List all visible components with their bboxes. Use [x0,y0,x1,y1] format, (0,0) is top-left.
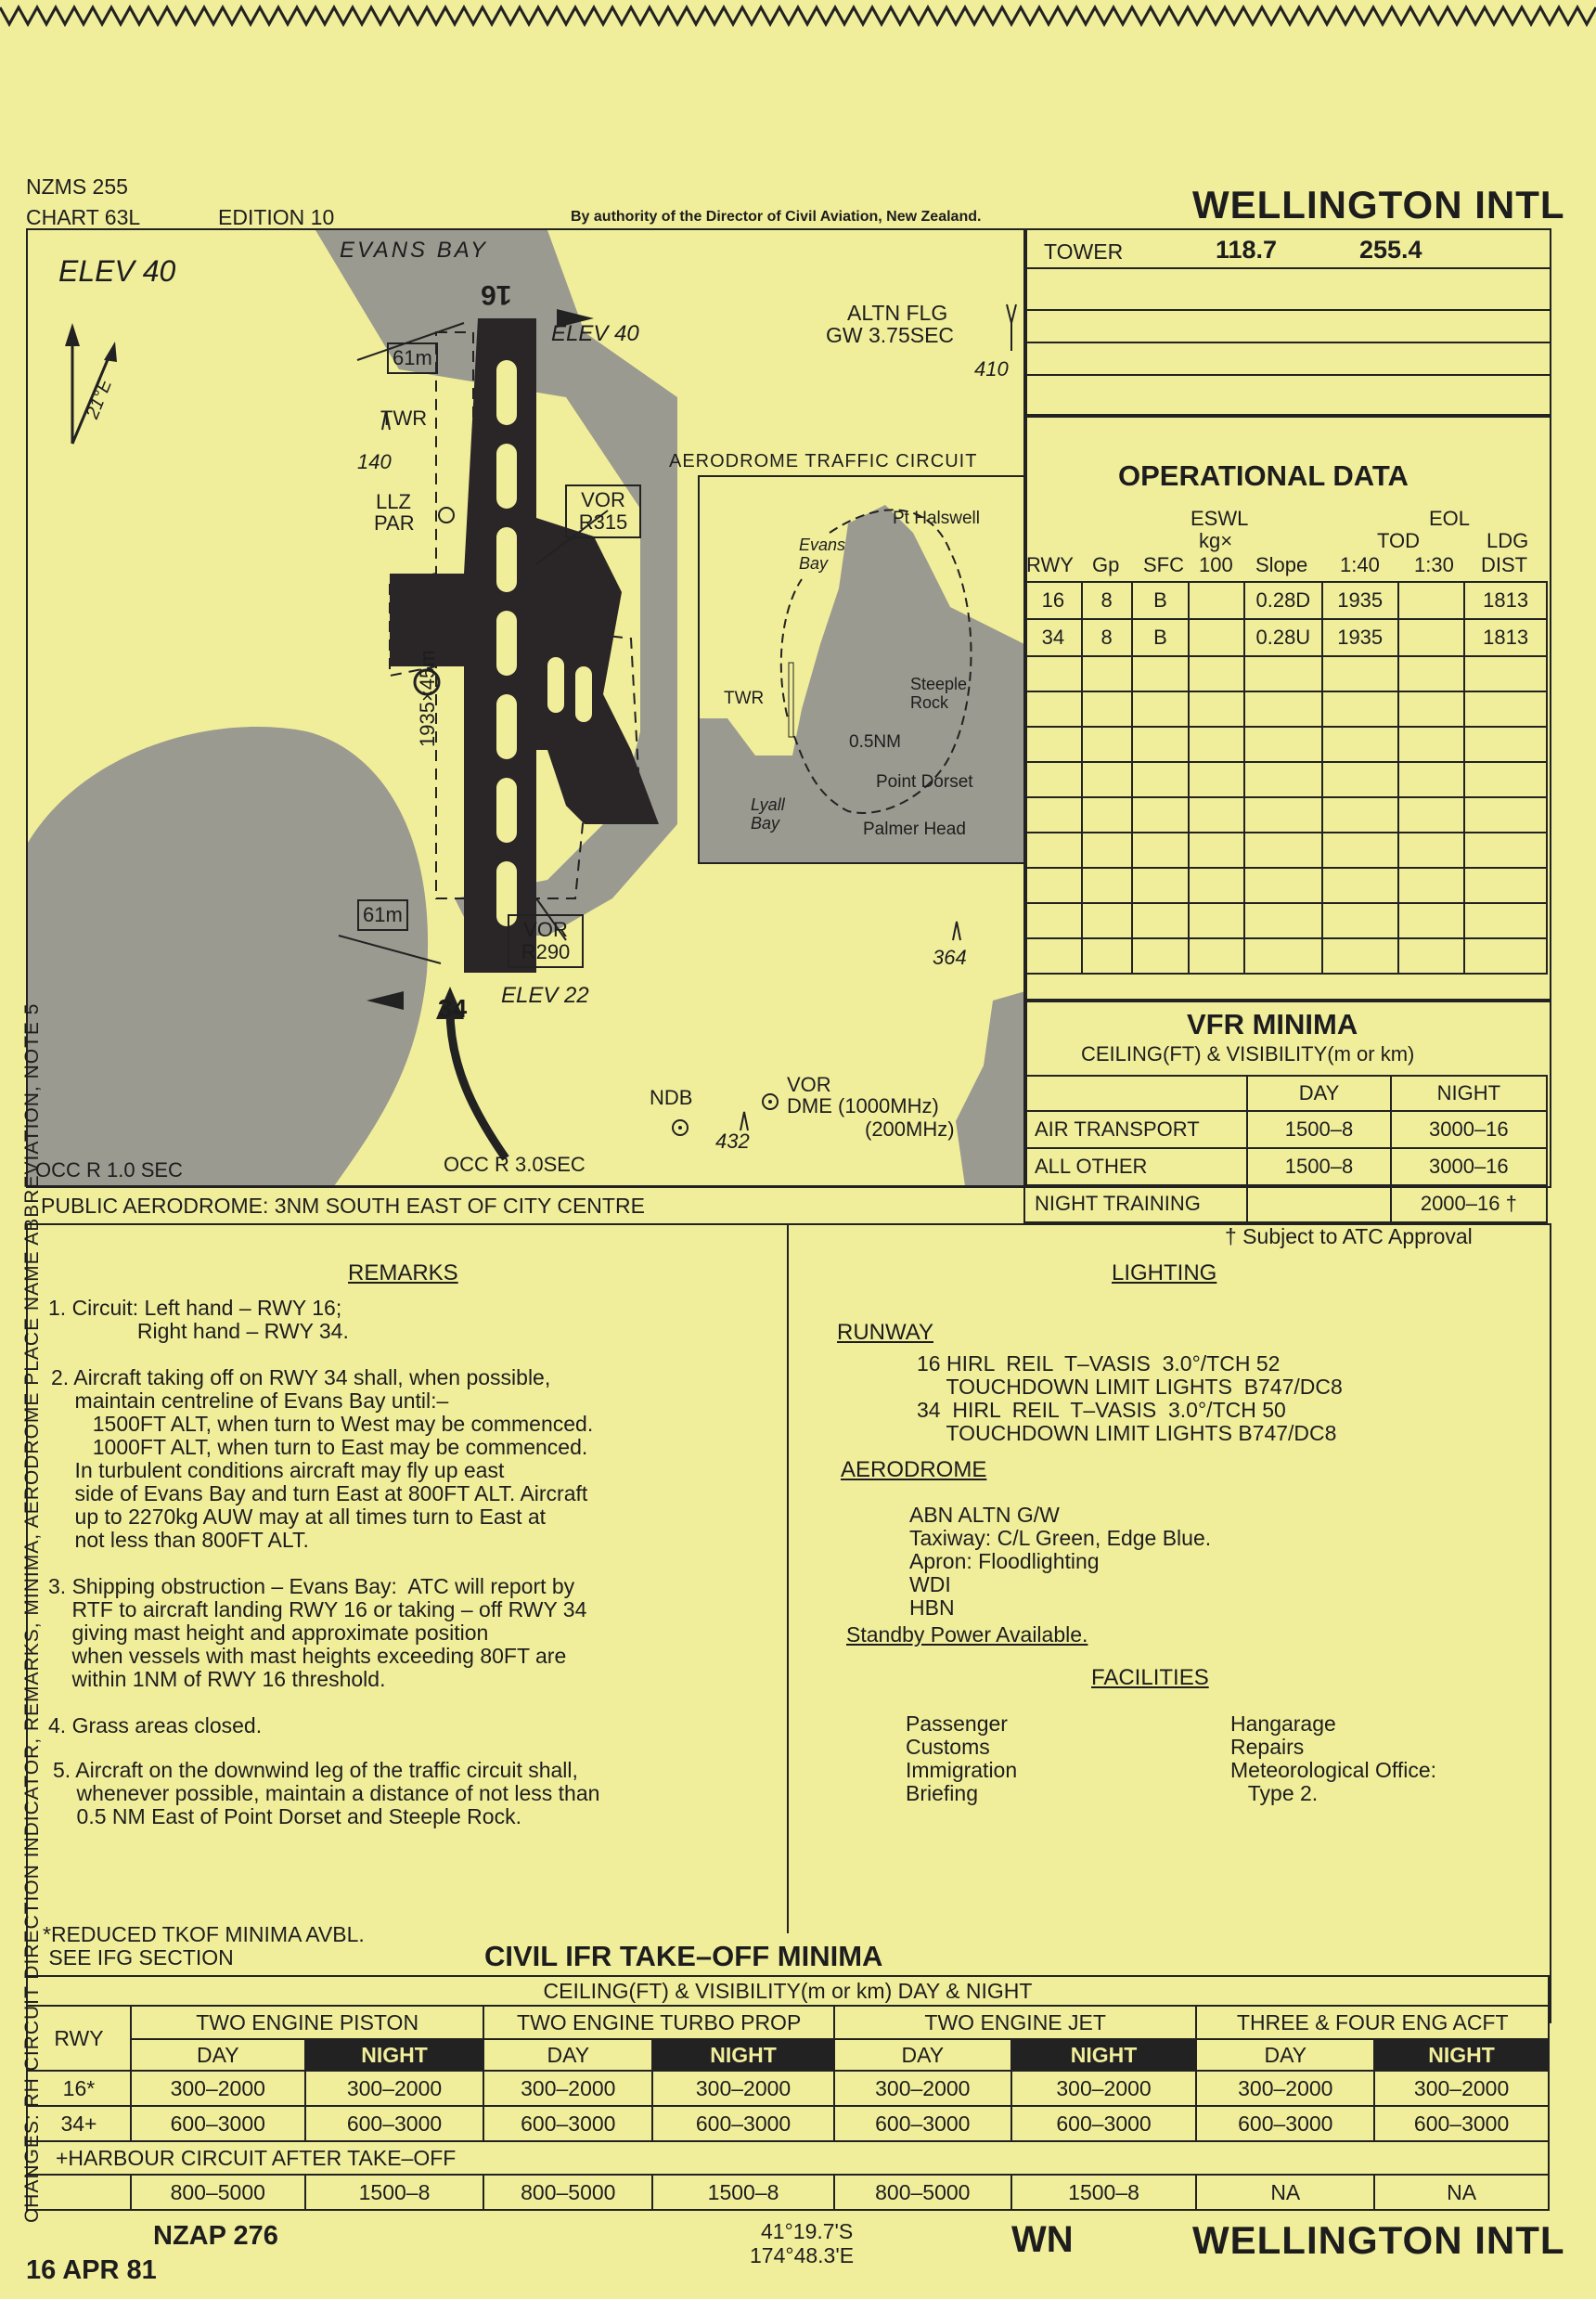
facilities-right: Hangarage Repairs Meteorological Office: Type 2. [1230,1711,1437,1805]
inset-steeple-rock: Steeple Rock [910,675,968,712]
table-row: NIGHT TRAINING 2000–16 † [1024,1185,1547,1222]
aerodrome-elevation: ELEV 40 [58,254,176,288]
chart-edition: EDITION 10 [218,205,335,229]
dme-frequency-alt: (200MHz) [865,1117,955,1141]
inset-distance: 0.5NM [849,732,901,752]
reduced-takeoff-note: *REDUCED TKOF MINIMA AVBL. SEE IFG SECTION [43,1922,365,1970]
runway-lighting-title: RUNWAY [837,1320,933,1345]
par-label: PAR [374,511,415,535]
runway-dimensions: 1935×45m [416,650,439,747]
traffic-circuit-inset [698,475,1026,864]
tower-height: 140 [357,450,392,473]
lyall-bay-water [28,727,428,1186]
tower-freq-vhf: 118.7 [1216,236,1278,264]
zigzag-edge [0,0,1596,37]
changes-margin-note: CHANGES: RH CIRCUIT DIRECTION INDICATOR, REMARKS, MINIMA, AERODROME PLACE NAME ABBREVIATION, NOTE 5 [21,1002,43,2223]
obstacle-410: 410 [974,357,1009,381]
vor-dme-label: VOR [787,1073,831,1096]
inset-tower: TWR [724,689,765,708]
table-row: AIR TRANSPORT 1500–8 3000–16 [1024,1111,1547,1148]
threshold-34-elevation: ELEV 22 [501,983,589,1008]
facilities-title: FACILITIES [1091,1665,1209,1690]
tower-label: TWR [380,407,428,430]
runway-34-label: 34 [438,994,468,1023]
chart-code: NZAP 276 [153,2221,278,2251]
latitude: 41°19.7'S [761,2219,854,2243]
table-row: 34+ 600–3000 600–3000 600–3000 600–3000 600–3000 600–3000 600–3000 600–3000 [27,2106,1549,2141]
remark-1: 1. Circuit: Left hand – RWY 16; Right hand – RWY 34. [48,1296,349,1343]
inset-pt-halswell: Pt Halswell [893,509,980,528]
header-kg: kg× [1199,529,1233,552]
longitude: 174°48.3'E [750,2243,855,2267]
evans-bay-label: EVANS BAY [340,238,488,263]
runway-lighting-list: 16 HIRL REIL T–VASIS 3.0°/TCH 52 TOUCHDOWN LIMIT LIGHTS B747/DC8 34 HIRL REIL T–VASIS 3.0°/TCH 50 TOUCHDOWN LIMIT LIGHTS B747/DC8 [917,1351,1343,1445]
table-row: 800–5000 1500–8 800–5000 1500–8 800–5000 1500–8 NA NA [27,2175,1549,2210]
vfr-footnote: † Subject to ATC Approval [1225,1224,1473,1248]
dme-frequency: DME (1000MHz) [787,1094,939,1117]
remarks-title: REMARKS [348,1260,458,1285]
aerodrome-lighting-title: AERODROME [841,1457,987,1482]
vfr-minima-title: VFR MINIMA [1187,1008,1358,1040]
authority-note: By authority of the Director of Civil Aviation, New Zealand. [571,209,982,225]
chart-number: CHART 63L [26,205,141,229]
page-title: WELLINGTON INTL [1192,183,1565,226]
table-row: 34 8 B 0.28U 1935 1813 [1024,619,1547,656]
aerodrome-lighting-list: ABN ALTN G/W Taxiway: C/L Green, Edge Blue. Apron: Floodlighting WDI HBN [909,1503,1212,1620]
threshold-16-elevation: ELEV 40 [551,321,639,346]
alternate-flag-signal: GW 3.75SEC [826,323,955,347]
inset-lyall-bay: Lyall Bay [751,795,785,833]
table-row: 16 8 B 0.28D 1935 1813 [1024,582,1547,619]
llz-label: LLZ [376,490,411,513]
magnetic-variation: 21°E [82,376,117,422]
table-row: 16* 300–2000 300–2000 300–2000 300–2000 300–2000 300–2000 300–2000 300–2000 [27,2071,1549,2106]
obstacle-364: 364 [933,946,967,969]
traffic-circuit-title: AERODROME TRAFFIC CIRCUIT [669,451,978,471]
occulting-light-right: OCC R 3.0SEC [444,1153,586,1176]
dimension-61m-top: 61m [387,342,438,374]
table-row: ALL OTHER 1500–8 3000–16 [1024,1148,1547,1185]
chart-series: NZMS 255 [26,174,128,199]
header-tod: TOD [1377,529,1421,552]
alternate-flag-label: ALTN FLG [847,301,948,325]
ndb-label: NDB [650,1086,693,1109]
obstacle-432: 432 [715,1130,750,1153]
occulting-light-left: OCC R 1.0 SEC [35,1158,183,1182]
public-aerodrome-note: PUBLIC AERODROME: 3NM SOUTH EAST OF CITY CENTRE [41,1194,645,1218]
east-water [956,991,1025,1186]
tower-freq-uhf: 255.4 [1359,236,1422,264]
lighting-title: LIGHTING [1112,1260,1217,1285]
dimension-61m-bottom: 61m [357,899,408,931]
header-eol: EOL [1429,507,1471,530]
location-identifier: WN [1011,2219,1074,2260]
ifr-takeoff-table: CEILING(FT) & VISIBILITY(m or km) DAY & NIGHT RWY TWO ENGINE PISTON TWO ENGINE TURBO PROP TWO ENGINE JET THREE & FOUR ENG ACFT DAY NIGHT DAY NIGHT DAY NIGHT DAY NIGHT 16* 300–2000 300–2000 300–2000 300–2000 300–2000 300–2000 300–2000 300–2000 34+ 600–3000 600–3000 600–3000 600–3000 600–3000 600–3000 600–3000 600–3000 +HARBOUR CIRCUIT AFTER TAKE–OFF 800–5000 1500–8 800–5000 1500–8 800–5000 1500–8 NA NA [26,1975,1550,2211]
tower-freq-label: TOWER [1044,239,1124,264]
vor-r315-box: VOR R315 [565,484,641,538]
remark-2: 2. Aircraft taking off on RWY 34 shall, when possible, maintain centreline of Evans Bay until:– 1500FT ALT, when turn to West may be commenced. 1000FT ALT, when turn to East may be commenced. In turbulent conditions aircraft may fly up east side of Evans Bay and turn East at 800FT ALT. Aircraft up to 2270kg AUW may at all times turn to East at not less than 800FT ALT. [51,1365,594,1552]
header-ldg: LDG [1487,529,1529,552]
vor-r290-box: VOR R290 [508,914,584,968]
runway-16-label: 16 [481,279,512,310]
remark-3: 3. Shipping obstruction – Evans Bay: ATC will report by RTF to aircraft landing RWY 16 or taking – off RWY 34 giving mast height and approximate position when vessels with mast heights exceeding 80FT are within 1NM of RWY 16 threshold. [48,1574,587,1691]
chart-date: 16 APR 81 [26,2255,157,2285]
remark-4: 4. Grass areas closed. [48,1713,263,1737]
harbour-circuit-note: +HARBOUR CIRCUIT AFTER TAKE–OFF [27,2141,1549,2175]
facilities-left: Passenger Customs Immigration Briefing [906,1711,1018,1805]
inset-evans-bay: Evans Bay [799,536,846,573]
operational-data-table [1023,581,1548,975]
standby-power: Standby Power Available. [846,1622,1088,1647]
vfr-minima-table: DAY NIGHT AIR TRANSPORT 1500–8 3000–16 ALL OTHER 1500–8 3000–16 NIGHT TRAINING 2000–16 † [1023,1075,1548,1223]
vfr-minima-subtitle: CEILING(FT) & VISIBILITY(m or km) [1081,1042,1415,1066]
footer-title: WELLINGTON INTL [1192,2218,1565,2262]
remark-5: 5. Aircraft on the downwind leg of the traffic circuit shall, whenever possible, maintain a distance of not less than 0.5 NM East of Point Dorset and Steeple Rock. [53,1758,600,1828]
operational-data-title: OPERATIONAL DATA [1118,459,1409,492]
ifr-takeoff-title: CIVIL IFR TAKE–OFF MINIMA [484,1940,883,1972]
inset-point-dorset: Point Dorset [876,772,973,792]
header-eswl: ESWL [1191,507,1249,530]
ops-column-headers: RWY Gp SFC 100 Slope 1:40 1:30 DIST [1026,553,1528,576]
inset-palmer-head: Palmer Head [863,820,966,839]
